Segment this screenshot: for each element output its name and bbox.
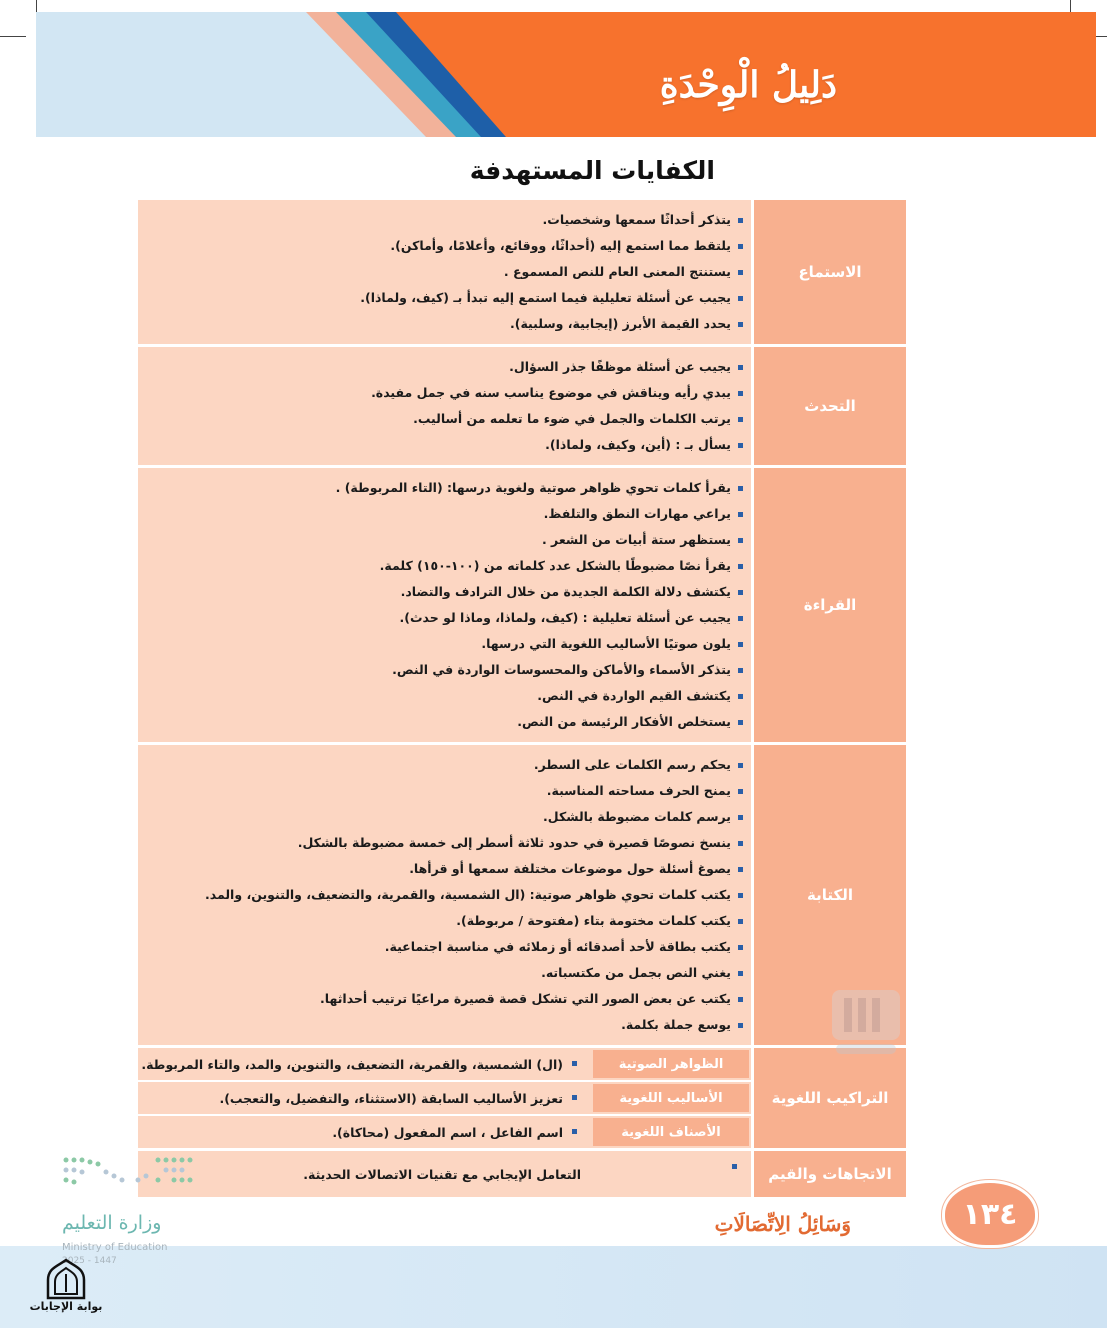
list-item: يجيب عن أسئلة موظفًا جذر السؤال. (148, 354, 751, 380)
list-item: يرتب الكلمات والجمل في ضوء ما تعلمه من أساليب. (148, 406, 751, 432)
list-item: يوسع جملة بكلمة. (148, 1012, 751, 1038)
row-speaking (138, 347, 906, 465)
list-item: يكتب كلمات مختومة بتاء (مفتوحة / مربوطة). (148, 908, 751, 934)
competencies-table (138, 200, 906, 1200)
portal-logo (28, 1258, 104, 1313)
sub-text: (ال) الشمسية، والقمرية، التضعيف، والتنوين، والمد، والتاء المربوطة. (138, 1048, 591, 1080)
list-item: يمنح الحرف مساحته المناسبة. (148, 778, 751, 804)
sub-category-types: الأصناف اللغوية (591, 1116, 751, 1148)
list-item: يراعي مهارات النطق والتلفظ. (148, 501, 751, 527)
category-speaking: التحدث (754, 347, 906, 465)
list-item: يكتب بطاقة لأحد أصدقائه أو زملائه في مناسبة اجتماعية. (148, 934, 751, 960)
crop-mark (0, 36, 26, 37)
items-listening (138, 200, 751, 344)
footer-unit-name: وَسَائِلُ الِاتِّصَالَاتِ (714, 1212, 851, 1236)
sub-category-phonetic: الظواهر الصوتية (591, 1048, 751, 1080)
category-values: الاتجاهات والقيم (754, 1151, 906, 1197)
list-item: ينسخ نصوصًا قصيرة في حدود ثلاثة أسطر إلى خمسة مضبوطة بالشكل. (148, 830, 751, 856)
category-linguistic: التراكيب اللغوية (754, 1048, 906, 1148)
header-band (36, 12, 1096, 137)
list-item: يغني النص بجمل من مكتسباته. (148, 960, 751, 986)
sub-row (138, 1048, 751, 1080)
portal-emblem-icon (28, 1258, 104, 1300)
list-item: يكتب كلمات تحوي ظواهر صوتية: (ال الشمسية، والقمرية، والتضعيف، والتنوين، والمد. (148, 882, 751, 908)
row-values (138, 1151, 906, 1197)
row-linguistic (138, 1048, 906, 1148)
list-item: يكتب عن بعض الصور التي تشكل قصة قصيرة مراعيًا ترتيب أحداثها. (148, 986, 751, 1012)
list-item: يستخلص الأفكار الرئيسة من النص. (148, 709, 751, 735)
list-item: يستظهر ستة أبيات من الشعر . (148, 527, 751, 553)
list-item: يجيب عن أسئلة تعليلية فيما استمع إليه تبدأ بـ (كيف، ولماذا). (148, 285, 751, 311)
list-item: يلون صوتيًا الأساليب اللغوية التي درسها. (148, 631, 751, 657)
page-number: ١٣٤ (942, 1180, 1038, 1248)
row-reading (138, 468, 906, 742)
list-item: يجيب عن أسئلة تعليلية : (كيف، ولماذا، وماذا لو حدث). (148, 605, 751, 631)
header-stripes (36, 12, 1096, 137)
list-item: يرسم كلمات مضبوطة بالشكل. (148, 804, 751, 830)
linguistic-sub-rows (138, 1048, 751, 1148)
list-item: يبدي رأيه ويناقش في موضوع يناسب سنه في جمل مفيدة. (148, 380, 751, 406)
ministry-year: 2025 - 1447 (62, 1256, 117, 1266)
footer-band (0, 1246, 1107, 1328)
sub-row (138, 1116, 751, 1148)
ministry-name-ar: وزارة التعليم (62, 1212, 162, 1234)
sub-row (138, 1082, 751, 1114)
category-listening: الاستماع (754, 200, 906, 344)
ministry-dots-icon (58, 1150, 198, 1200)
list-item: يكتشف القيم الواردة في النص. (148, 683, 751, 709)
section-title: الكفايات المستهدفة (469, 156, 715, 185)
list-item: يتذكر أحداثًا سمعها وشخصيات. (148, 207, 751, 233)
items-writing (138, 745, 751, 1045)
ministry-name-en: Ministry of Education (62, 1242, 168, 1253)
items-reading (138, 468, 751, 742)
sub-text: تعزيز الأساليب السابقة (الاستثناء، والتفضيل، والتعجب). (138, 1082, 591, 1114)
list-item: يحدد القيمة الأبرز (إيجابية، وسلبية). (148, 311, 751, 337)
list-item: يكتشف دلالة الكلمة الجديدة من خلال الترادف والتضاد. (148, 579, 751, 605)
list-item: يقرأ كلمات تحوي ظواهر صوتية ولغوية درسها: (التاء المربوطة) . (148, 475, 751, 501)
category-writing: الكتابة (754, 745, 906, 1045)
watermark-logo (826, 986, 906, 1056)
category-reading: القراءة (754, 468, 906, 742)
unit-title: دَلِيلُ الْوِحْدَةِ (659, 64, 837, 106)
list-item: يستنتج المعنى العام للنص المسموع . (148, 259, 751, 285)
list-item: يسأل بـ : (أين، وكيف، ولماذا). (148, 432, 751, 458)
sub-text: اسم الفاعل ، اسم المفعول (محاكاة). (138, 1116, 591, 1148)
list-item: يحكم رسم الكلمات على السطر. (148, 752, 751, 778)
list-item: يقرأ نصًا مضبوطًا بالشكل عدد كلماته من (١٠٠-١٥٠) كلمة. (148, 553, 751, 579)
row-writing (138, 745, 906, 1045)
items-speaking (138, 347, 751, 465)
sub-category-styles: الأساليب اللغوية (591, 1082, 751, 1114)
portal-label: بوابة الإجابات (29, 1300, 103, 1313)
list-item: يتذكر الأسماء والأماكن والمحسوسات الواردة في النص. (148, 657, 751, 683)
list-item: يصوغ أسئلة حول موضوعات مختلفة سمعها أو قرأها. (148, 856, 751, 882)
values-wrap (138, 1151, 751, 1197)
ministry-logo (58, 1150, 208, 1266)
sub-text: التعامل الإيجابي مع تقنيات الاتصالات الحديثة. (138, 1151, 751, 1197)
row-listening (138, 200, 906, 344)
list-item: يلتقط مما استمع إليه (أحداثًا، ووقائع، وأعلامًا، وأماكن). (148, 233, 751, 259)
